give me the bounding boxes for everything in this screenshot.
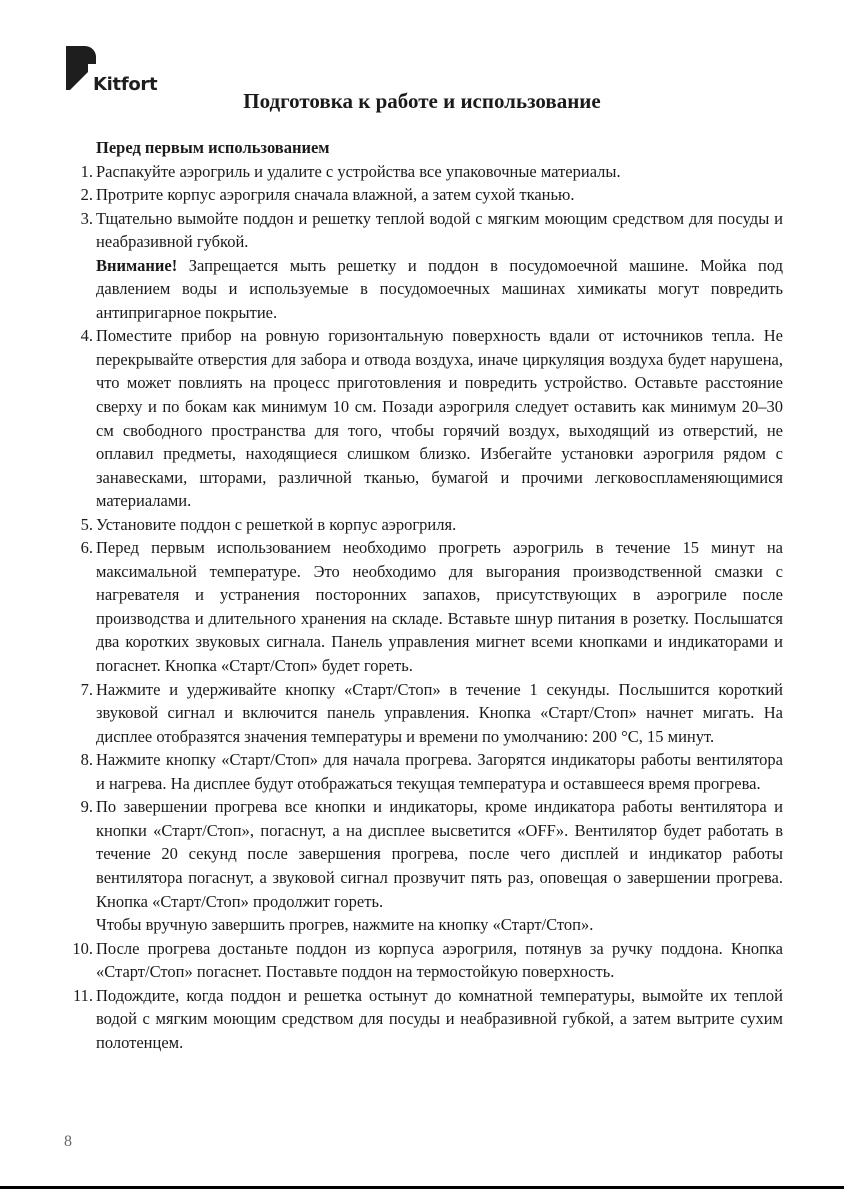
step-number: 10 .: [64, 937, 93, 961]
step-item: [64, 984, 783, 1055]
step-item: [64, 183, 783, 207]
step-number: 8 .: [64, 748, 93, 772]
step-item: [64, 324, 783, 512]
step-number: 1 .: [64, 160, 93, 184]
warning-label: Внимание!: [96, 255, 178, 275]
warning-text: Запрещается мыть решетку и поддон в посудомоечной машине. Мойка под давлением воды и используемые в посудомоечных машинах химикаты могут повредить антипригарное покрытие.: [96, 255, 783, 322]
step-number: 7 .: [64, 678, 93, 702]
step-number: 6 .: [64, 536, 93, 560]
step-text: Поместите прибор на ровную горизонтальную поверхность вдали от источников тепла. Не перекрывайте отверстия для забора и отвода воздуха, иначе циркуляция воздуха будет нарушена, что может повлиять на процесс приготовления и повредить устройство. Оставьте расстояние сверху и по бокам как минимум 10 см. Позади аэрогриля следует оставить как минимум 20–30 см свободного пространства для того, чтобы горячий воздух, выходящий из отверстий, не оплавил предметы, находящиеся слишком близко. Избегайте установки аэрогриля рядом с занавесками, шторами, различной тканью, бумагой и прочими легковоспламеняющимися материалами.: [96, 326, 783, 511]
page-number: 8: [64, 1133, 72, 1150]
steps-list: [64, 160, 783, 1055]
step-text: Нажмите и удерживайте кнопку «Старт/Стоп» в течение 1 секунды. Послышится короткий звуковой сигнал и включится панель управления. Кнопка «Старт/Стоп» начнет мигать. На дисплее отобразятся значения температуры и времени по умолчанию: 200 °C, 15 минут.: [96, 679, 783, 746]
step-text: Установите поддон с решеткой в корпус аэрогриля.: [96, 514, 457, 534]
step-number: 2 .: [64, 183, 93, 207]
step-text: Нажмите кнопку «Старт/Стоп» для начала прогрева. Загорятся индикаторы работы вентилятора и нагрева. На дисплее будут отображаться текущая температура и оставшееся время прогрева.: [96, 750, 783, 793]
step-text: После прогрева достаньте поддон из корпуса аэрогриля, потянув за ручку поддона. Кнопка «Старт/Стоп» погаснет. Поставьте поддон на термостойкую поверхность.: [96, 938, 783, 982]
step-item: [64, 513, 783, 537]
step-item: [64, 536, 783, 677]
step-number: 11 .: [64, 984, 93, 1008]
step-number: 4 .: [64, 324, 93, 348]
step-number: 9 .: [64, 795, 93, 819]
step-item: [64, 795, 783, 936]
step-number: 5 .: [64, 513, 93, 537]
step-text: Перед первым использованием необходимо прогреть аэрогриль в течение 15 минут на максимальной температуре. Это необходимо для выгорания производственной смазки с нагревателя и устранения посторонних запахов, присутствующих в аэрогриле после производства и длительного хранения на складе. Вставьте шнур питания в розетку. Послышатся два коротких звуковых сигнала. Панель управления мигнет всеми кнопками и индикаторами и погаснет. Кнопка «Старт/Стоп» будет гореть.: [96, 538, 783, 676]
step-note: Чтобы вручную завершить прогрев, нажмите на кнопку «Старт/Стоп».: [96, 915, 594, 935]
step-number: 3 .: [64, 207, 93, 231]
step-item: [64, 160, 783, 184]
step-text: По завершении прогрева все кнопки и индикаторы, кроме индикатора работы вентилятора и кнопки «Старт/Стоп», погаснут, а на дисплее высветится «OFF». Вентилятор будет работать в течение 20 секунд после завершения прогрева, после чего дисплей и индикатор работы вентилятора погаснут, а звуковой сигнал прозвучит пять раз, оповещая о завершении прогрева. Кнопка «Старт/Стоп» продолжит гореть.: [96, 797, 783, 911]
section-subheading: Перед первым использованием: [96, 138, 330, 157]
instructions-body: [64, 136, 783, 1054]
step-text: Распакуйте аэрогриль и удалите с устройства все упаковочные материалы.: [96, 161, 621, 181]
step-text: Тщательно вымойте поддон и решетку теплой водой с мягким моющим средством для посуды и неабразивной губкой.: [96, 208, 783, 252]
step-item: [64, 678, 783, 749]
step-item: [64, 748, 783, 795]
warning-paragraph: [96, 254, 783, 325]
kitfort-logo-icon: [66, 46, 96, 90]
step-text: Протрите корпус аэрогриля сначала влажной, а затем сухой тканью.: [96, 185, 575, 205]
step-item: [64, 937, 783, 984]
page-title: Подготовка к работе и использование: [243, 89, 601, 113]
step-text: Подождите, когда поддон и решетка остынут до комнатной температуры, вымойте их теплой водой с мягким моющим средством для посуды и неабразивной губкой, а затем вытрите сухим полотенцем.: [96, 985, 783, 1052]
step-item: [64, 207, 783, 325]
brand-name: Kitfort: [93, 74, 158, 95]
